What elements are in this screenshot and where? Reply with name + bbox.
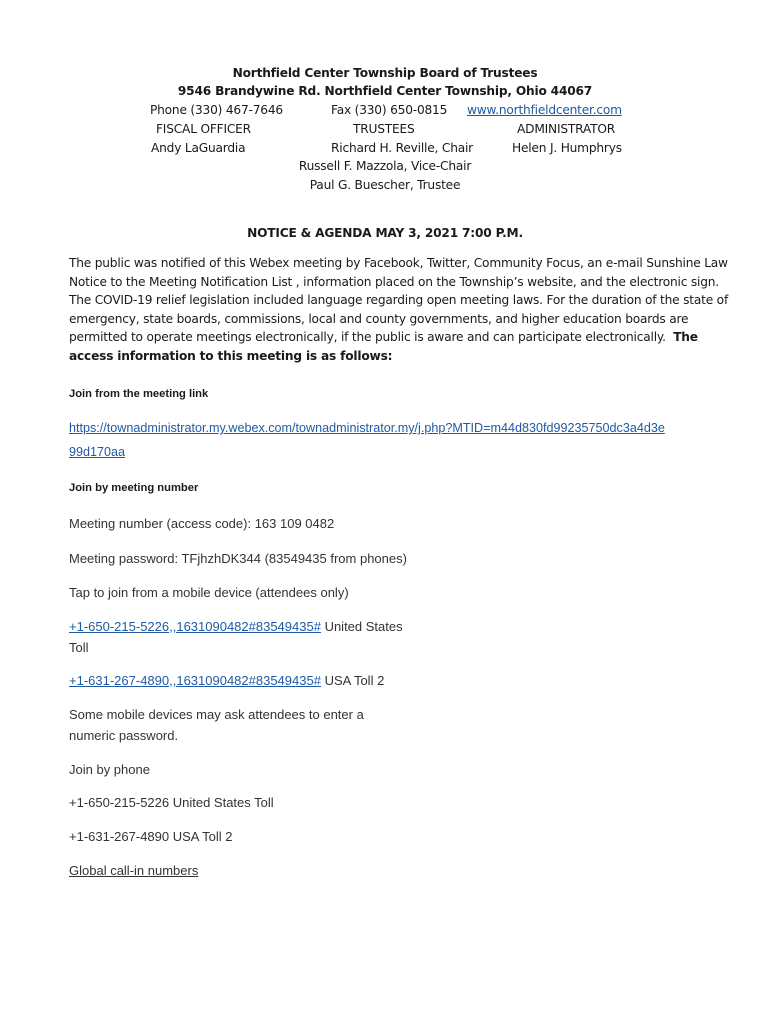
intro-line-2: Notice to the Meeting Notification List , information placed on the Township’s website, and the electronic sign. [69, 275, 719, 289]
mobile-dial-2-row [69, 673, 384, 688]
meeting-url-part-2[interactable]: 99d170aa [69, 445, 126, 459]
intro-line-5-text: permitted to operate meetings electronically, if the public is aware and can participate electronically. [69, 330, 666, 344]
mobile-dial-2-label: USA Toll 2 [324, 673, 385, 688]
fiscal-officer-name: Andy LaGuardia [151, 141, 246, 155]
org-address: 9546 Brandywine Rd. Northfield Center Township, Ohio 44067 [177, 84, 593, 98]
mobile-dial-2-link[interactable]: +1-631-267-4890,,1631090482#83549435# [69, 673, 321, 688]
global-call-in-link[interactable]: Global call-in numbers [69, 863, 199, 878]
intro-line-4: emergency, state boards, commissions, local and county governments, and higher education boards are [69, 312, 689, 326]
intro-line-1: The public was notified of this Webex meeting by Facebook, Twitter, Community Focus, an e-mail Sunshine Law [69, 256, 728, 270]
intro-line-5-bold: The [673, 330, 698, 344]
meeting-url-part-1[interactable]: https://townadministrator.my.webex.com/townadministrator.my/j.php?MTID=m44d830fd99235750dc3a4d3e [69, 421, 665, 435]
notice-title: NOTICE & AGENDA MAY 3, 2021 7:00 P.M. [247, 226, 523, 240]
trustee-vice-chair: Russell F. Mazzola, Vice-Chair [298, 159, 472, 173]
mobile-dial-1-label-cont: Toll [69, 640, 89, 655]
org-name: Northfield Center Township Board of Trustees [232, 66, 538, 80]
administrator-name: Helen J. Humphrys [512, 141, 622, 155]
intro-line-6: access information to this meeting is as follows: [69, 349, 393, 363]
phone-number: Phone (330) 467-7646 [150, 103, 283, 117]
fax-number: Fax (330) 650-0815 [331, 103, 448, 117]
meeting-password: Meeting password: TFjhzhDK344 (83549435 from phones) [69, 551, 407, 566]
website-link[interactable]: www.northfieldcenter.com [467, 103, 622, 117]
phone-number-us: +1-650-215-5226 United States Toll [69, 795, 274, 810]
mobile-dial-1-link[interactable]: +1-650-215-5226,,1631090482#83549435# [69, 619, 321, 634]
intro-line-5 [69, 328, 698, 347]
meeting-number: Meeting number (access code): 163 109 0482 [69, 516, 335, 531]
mobile-dial-1-row [69, 619, 403, 634]
trustee-chair: Richard H. Reville, Chair [331, 141, 473, 155]
password-note-line-1: Some mobile devices may ask attendees to enter a [69, 707, 364, 722]
password-note-line-2: numeric password. [69, 728, 179, 743]
join-phone-heading: Join by phone [69, 762, 150, 777]
mobile-dial-1-label: United States [324, 619, 403, 634]
tap-to-join-text: Tap to join from a mobile device (attendees only) [69, 585, 349, 600]
fiscal-officer-title: FISCAL OFFICER [156, 122, 251, 136]
trustee-member: Paul G. Buescher, Trustee [309, 178, 461, 192]
trustees-title: TRUSTEES [353, 122, 415, 136]
join-number-heading: Join by meeting number [69, 482, 199, 494]
intro-line-3: The COVID-19 relief legislation included language regarding open meeting laws. For the duration of the state of [69, 293, 729, 307]
join-link-heading: Join from the meeting link [69, 388, 209, 400]
administrator-title: ADMINISTRATOR [517, 122, 615, 136]
phone-number-usa-toll-2: +1-631-267-4890 USA Toll 2 [69, 829, 233, 844]
